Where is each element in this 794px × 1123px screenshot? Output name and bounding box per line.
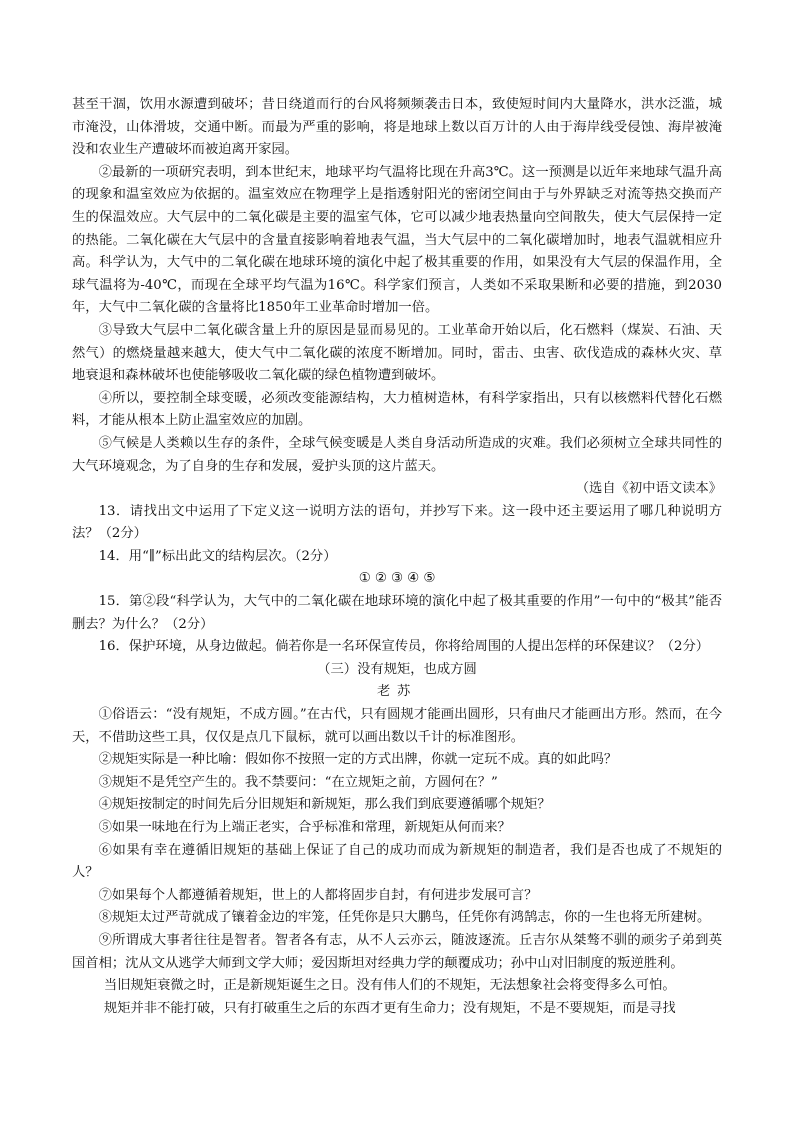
article-author: 老苏 (377, 684, 417, 700)
article-paragraph-4: ④规矩按制定的时间先后分旧规矩和新规矩，那么我们到底要遵循哪个规矩？ (98, 797, 551, 813)
question-16: 16．保护环境，从身边做起。倘若你是一名环保宣传员，你将给周围的人提出怎样的环保建议？（2分） (98, 639, 710, 655)
question-14: 14．用“∥”标出此文的结构层次。（2分） (98, 548, 337, 564)
question-14-paragraph-marks: ① ② ③ ④ ⑤ (358, 571, 436, 587)
paragraph-4: ④所以，要控制全球变暖，必须改变能源结构，大力植树造林，有科学家指出，只有以核燃料代替化石燃料，才能从根本上防止温室效应的加剧。 (72, 390, 722, 429)
article-paragraph-2: ②规矩实际是一种比喻：假如你不按照一定的方式出牌，你就一定玩不成。真的如此吗？ (98, 752, 618, 768)
paragraph-2: ②最新的一项研究表明，到本世纪末，地球平均气温将比现在升高3℃。这一预测是以近年来地球气温升高的现象和温室效应为依据的。温室效应在物理学上是指透射阳光的密闭空间由于与外界缺乏对流等热交换而产生的保温效应。大气层中的二氧化碳是主要的温室气体，它可以减少地表热量向空间散失，使大气层保持一定的热能。二氧化碳在大气层中的含量直接影响着地表气温，当大气层中的二氧化碳增加时，地表气温就相应升高。科学认为，大气中的二氧化碳在地球环境的演化中起了极其重要的作用，如果没有大气层的保温作用，全球气温将为-40℃，而现在全球平均气温为16℃。科学家们预言，人类如不采取果断和必要的措施，到2030年，大气中二氧化碳的含量将比1850年工业革命时增加一倍。 (72, 164, 722, 316)
article-paragraph-6: ⑥如果有幸在遵循旧规矩的基础上保证了自己的成功而成为新规矩的制造者，我们是否也成了不规矩的人？ (72, 842, 722, 881)
article-paragraph-5: ⑤如果一味地在行为上端正老实，合乎标准和常理，新规矩从何而来？ (98, 820, 511, 835)
paragraph-3: ③导致大气层中二氧化碳含量上升的原因是显而易见的。工业革命开始以后，化石燃料（煤炭、石油、天然气）的燃烧量越来越大，使大气中二氧化碳的浓度不断增加。同时，雷击、虫害、砍伐造成的森林火灾、草地衰退和森林破坏也使能够吸收二氧化碳的绿色植物遭到破坏。 (72, 322, 722, 384)
article-paragraph-3: ③规矩不是凭空产生的。我不禁要问：“在立规矩之前，方圆何在？” (98, 774, 498, 790)
article-paragraph-1: ①俗语云：“没有规矩，不成方圆。”在古代，只有圆规才能画出圆形，只有曲尺才能画出方形。然而，在今天，不借助这些工具，仅仅是点几下鼠标，就可以画出数以千计的标准图形。 (72, 707, 722, 745)
article-paragraph-10: 当旧规矩衰微之时，正是新规矩诞生之日。没有伟人们的不规矩，无法想象社会将变得多么可怕。 (103, 978, 676, 994)
paragraph-1-continued: 甚至干涸，饮用水源遭到破坏；昔日绕道而行的台风将频频袭击日本，致使短时间内大量降水，洪水泛滥，城市淹没，山体滑坡，交通中断。而最为严重的影响，将是地球上数以百万计的人由于海岸线受侵蚀、海岸被淹没和农业生产遭破坏而被迫离开家园。 (72, 97, 722, 158)
article-paragraph-7: ⑦如果每个人都遵循着规矩，世上的人都将固步自封，有何进步发展可言？ (98, 887, 538, 903)
article-paragraph-8: ⑧规矩太过严苛就成了镶着金边的牢笼，任凭你是只大鹏鸟，任凭你有鸿鹄志，你的一生也将无所建树。 (98, 910, 711, 926)
document-body (72, 94, 722, 1020)
question-13: 13．请找出文中运用了下定义这一说明方法的语句，并抄写下来。这一段中还主要运用了哪几种说明方法？（2分） (72, 503, 722, 542)
source-note: （选自《初中语文读本》 (575, 481, 722, 497)
article-paragraph-11: 规矩并非不能打破，只有打破重生之后的东西才更有生命力；没有规矩，不是不要规矩，而是寻找 (103, 1000, 676, 1016)
paragraph-5: ⑤气候是人类赖以生存的条件，全球气候变暖是人类自身活动所造成的灾难。我们必须树立全球共同性的大气环境观念，为了自身的生存和发展，爱护头顶的这片蓝天。 (72, 435, 722, 474)
question-15: 15．第②段“科学认为，大气中的二氧化碳在地球环境的演化中起了极其重要的作用”一句中的“极其”能否删去？为什么？（2分） (72, 594, 722, 632)
article-paragraph-9: ⑨所谓成大事者往往是智者。智者各有志，从不人云亦云，随波逐流。丘吉尔从桀骜不驯的顽劣子弟到英国首相；沈从文从逃学大师到文学大师；爱因斯坦对经典力学的颠覆成功；孙中山对旧制度的叛逆胜利。 (72, 932, 722, 971)
article-title: （三）没有规矩，也成方圆 (317, 661, 477, 677)
